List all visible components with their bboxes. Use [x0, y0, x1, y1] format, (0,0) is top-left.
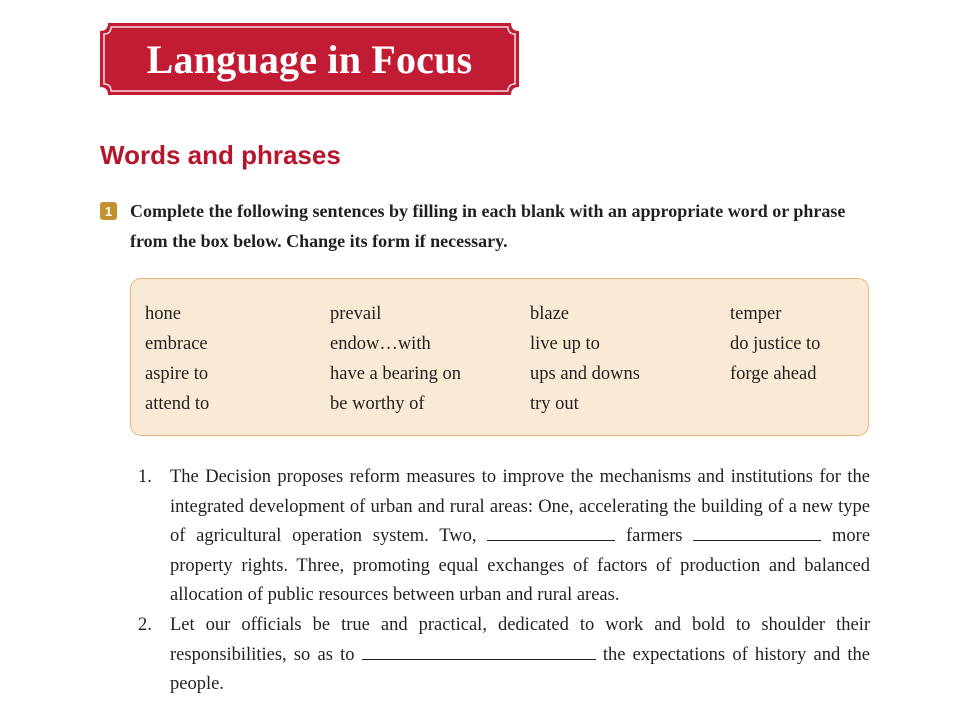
question-number: 2. [138, 614, 152, 635]
banner-title: Language in Focus [146, 36, 473, 82]
question-number: 1. [138, 467, 152, 487]
word-option: endow…with [330, 334, 431, 354]
word-option: ups and downs [530, 364, 640, 384]
word-option: prevail [330, 304, 382, 324]
question-item [138, 611, 870, 700]
word-option: have a bearing on [330, 364, 461, 384]
word-option: temper [730, 304, 782, 324]
section-banner [100, 23, 519, 95]
word-option: blaze [530, 304, 570, 324]
word-option: live up to [530, 334, 600, 354]
word-column [330, 299, 461, 419]
word-option: hone [145, 304, 181, 324]
exercise-instructions: Complete the following sentences by filling in each blank with an appropriate word or phrase from the box below. Change its form if necessary. [130, 201, 846, 251]
word-option: forge ahead [730, 364, 817, 384]
word-column [530, 299, 640, 419]
section-title: Words and phrases [100, 140, 341, 170]
answer-blank[interactable] [362, 641, 596, 660]
word-option: embrace [145, 334, 208, 354]
answer-blank[interactable] [487, 522, 615, 541]
question-text: the expectations of history and the people. [170, 644, 871, 695]
answer-blank[interactable] [693, 522, 821, 541]
word-option: try out [530, 394, 579, 414]
word-option: do justice to [730, 334, 821, 354]
exercise-number-badge: 1 [100, 202, 117, 220]
question-text: more property rights. Three, promoting equal exchanges of factors of production and balanced allocation of public resources between urban and rural areas. [170, 526, 871, 606]
question-list [138, 463, 870, 700]
question-text: farmers [626, 526, 683, 547]
word-option: be worthy of [330, 394, 425, 414]
question-item [138, 463, 870, 611]
question-text: Let our officials be true and practical, dedicated to work and bold to shoulder their responsibilities, so as to [170, 614, 870, 665]
word-column [730, 299, 820, 389]
question-text: The Decision proposes reform measures to improve the mechanisms and institutions for the integrated development of urban and rural areas: One, accelerating the building of a new type of agricultural operation system. Two, [170, 467, 870, 547]
word-option: attend to [145, 394, 210, 414]
word-column [145, 299, 209, 419]
word-box [130, 278, 869, 436]
word-option: aspire to [145, 364, 209, 384]
